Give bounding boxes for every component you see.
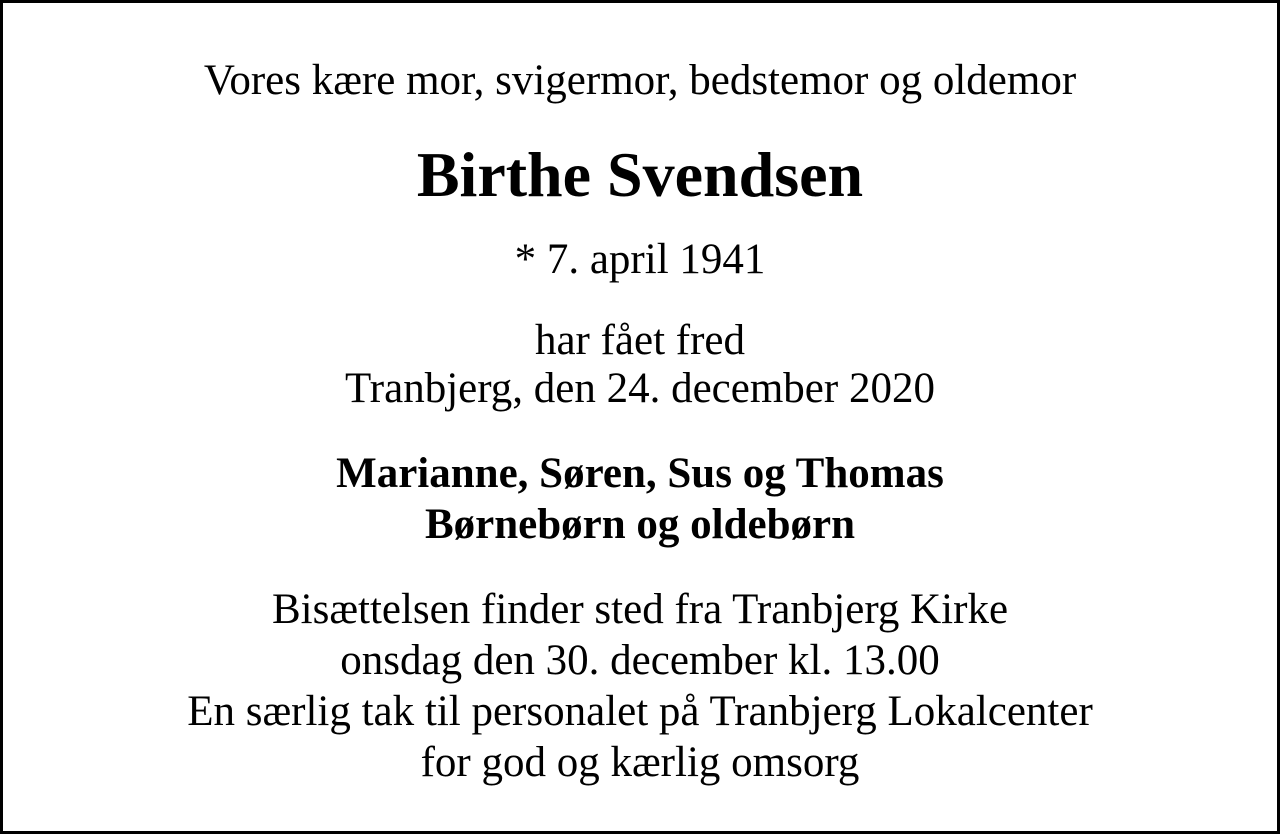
intro-text: Vores kære mor, svigermor, bedstemor og oldemor [203, 57, 1077, 104]
thanks-text-continued: for god og kærlig omsorg [420, 739, 860, 786]
family-names: Marianne, Søren, Sus og Thomas [336, 450, 944, 497]
funeral-location: Bisættelsen finder sted fra Tranbjerg Kirke [271, 586, 1009, 633]
death-place-date: Tranbjerg, den 24. december 2020 [345, 365, 935, 412]
thanks-text: En særlig tak til personalet på Tranbjerg Lokalcenter [187, 688, 1093, 735]
birth-date: * 7. april 1941 [514, 236, 766, 283]
grandchildren-text: Børnebørn og oldebørn [424, 501, 856, 548]
deceased-name: Birthe Svendsen [416, 139, 864, 210]
passed-away-text: har fået fred [534, 317, 746, 364]
funeral-time: onsdag den 30. december kl. 13.00 [340, 637, 940, 684]
